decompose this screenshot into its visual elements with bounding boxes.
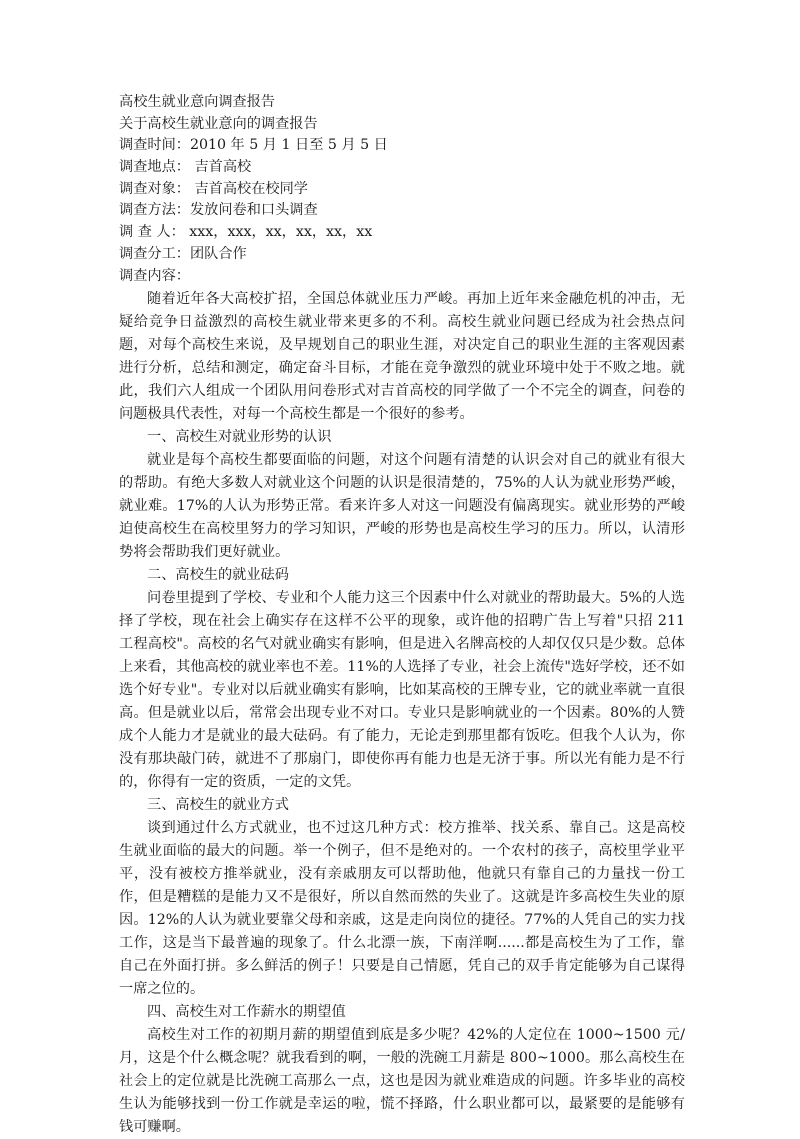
section-heading-4: 四、高校生对工作薪水的期望值 [147, 1004, 346, 1021]
section-heading-1: 一、高校生对就业形势的认识 [147, 429, 332, 446]
section-body-1: 就业是每个高校生都要面临的问题，对这个问题有清楚的认识会对自己的就业有很大的帮助。有绝大多数人对就业这个问题的认识是很清楚的，75%的人认为就业形势严峻，就业难。17%的人认为形势正常。看来许多人对这一问题没有偏离现实。就业形势的严峻迫使高校生在高校里努力的学习知识，严峻的形势也是高校生学习的压力。所以，认清形势将会帮助我们更好就业。 [119, 452, 685, 561]
section-heading-2: 二、高校生的就业砝码 [147, 567, 289, 584]
meta-time: 调查时间：2010 年 5 月 1 日至 5 月 5 日 [119, 137, 388, 154]
intro-paragraph: 随着近年各大高校扩招，全国总体就业压力严峻。再加上近年来金融危机的冲击，无疑给竞争日益激烈的高校生就业带来更多的不利。高校生就业问题已经成为社会热点问题，对每个高校生来说，及早规划自己的职业生涯，对决定自己的职业生涯的主客观因素进行分析，总结和测定，确定奋斗目标，才能在竞争激烈的就业环境中处于不败之地。就此，我们六人组成一个团队用问卷形式对吉首高校的同学做了一个不完全的调查，问卷的问题极具代表性，对每一个高校生都是一个很好的参考。 [119, 291, 685, 423]
meta-location: 调查地点： 吉首高校 [119, 159, 252, 176]
meta-subjects: 调查对象： 吉首高校在校同学 [119, 180, 308, 197]
document-subtitle: 关于高校生就业意向的调查报告 [119, 115, 318, 132]
section-body-4: 高校生对工作的初期月薪的期望值到底是多少呢？42%的人定位在 1000~1500 元/月，这是个什么概念呢？就我看到的啊，一般的洗碗工月薪是 800~1000。那么高校生在社会上的定位就是比洗碗工高那么一点，这也是因为就业难造成的问题。许多毕业的高校生认为能够找到一份工作就是幸运的啦，慌不择路，什么职业都可以，最紧要的是能够有钱可赚啊。 [119, 1027, 685, 1136]
meta-content-label: 调查内容： [119, 267, 190, 284]
section-body-3: 谈到通过什么方式就业，也不过这几种方式：校方推举、找关系、靠自己。这是高校生就业面临的最大的问题。举一个例子，但不是绝对的。一个农村的孩子，高校里学业平平，没有被校方推举就业，没有亲戚朋友可以帮助他，他就只有靠自己的力量找一份工作，但是糟糕的是能力又不是很好，所以自然而然的失业了。这就是许多高校生失业的原因。12%的人认为就业要靠父母和亲戚，这是走向岗位的捷径。77%的人凭自己的实力找工作，这是当下最普遍的现象了。什么北漂一族，下南洋啊......都是高校生为了工作，靠自己在外面打拼。多么鲜活的例子！只要是自己情愿，凭自己的双手肯定能够为自己谋得一席之位的。 [119, 820, 685, 998]
meta-method: 调查方法：发放问卷和口头调查 [119, 202, 318, 219]
document-body [119, 92, 685, 1139]
meta-division: 调查分工：团队合作 [119, 245, 247, 262]
meta-investigators: 调 查 人： xxx，xxx，xx，xx，xx，xx [119, 224, 373, 241]
section-body-2: 问卷里提到了学校、专业和个人能力这三个因素中什么对就业的帮助最大。5%的人选择了学校，现在社会上确实存在这样不公平的现象，或许他的招聘广告上写着"只招 211 工程高校"。高校的名气对就业确实有影响，但是进入名牌高校的人却仅仅只是少数。总体上来看，其他高校的就业率也不差。11%的人选择了专业，社会上流传"选好学校，还不如选个好专业"。专业对以后就业确实有影响，比如某高校的王牌专业，它的就业率就一直很高。但是就业以后，常常会出现专业不对口。专业只是影响就业的一个因素。80%的人赞成个人能力才是就业的最大砝码。有了能力，无论走到那里都有饭吃。但我个人认为，你没有那块敲门砖，就进不了那扇门，即使你再有能力也是无济于事。所以光有能力是不行的，你得有一定的资质，一定的文凭。 [119, 590, 685, 791]
section-heading-3: 三、高校生的就业方式 [147, 797, 289, 814]
document-title: 高校生就业意向调查报告 [119, 94, 276, 110]
